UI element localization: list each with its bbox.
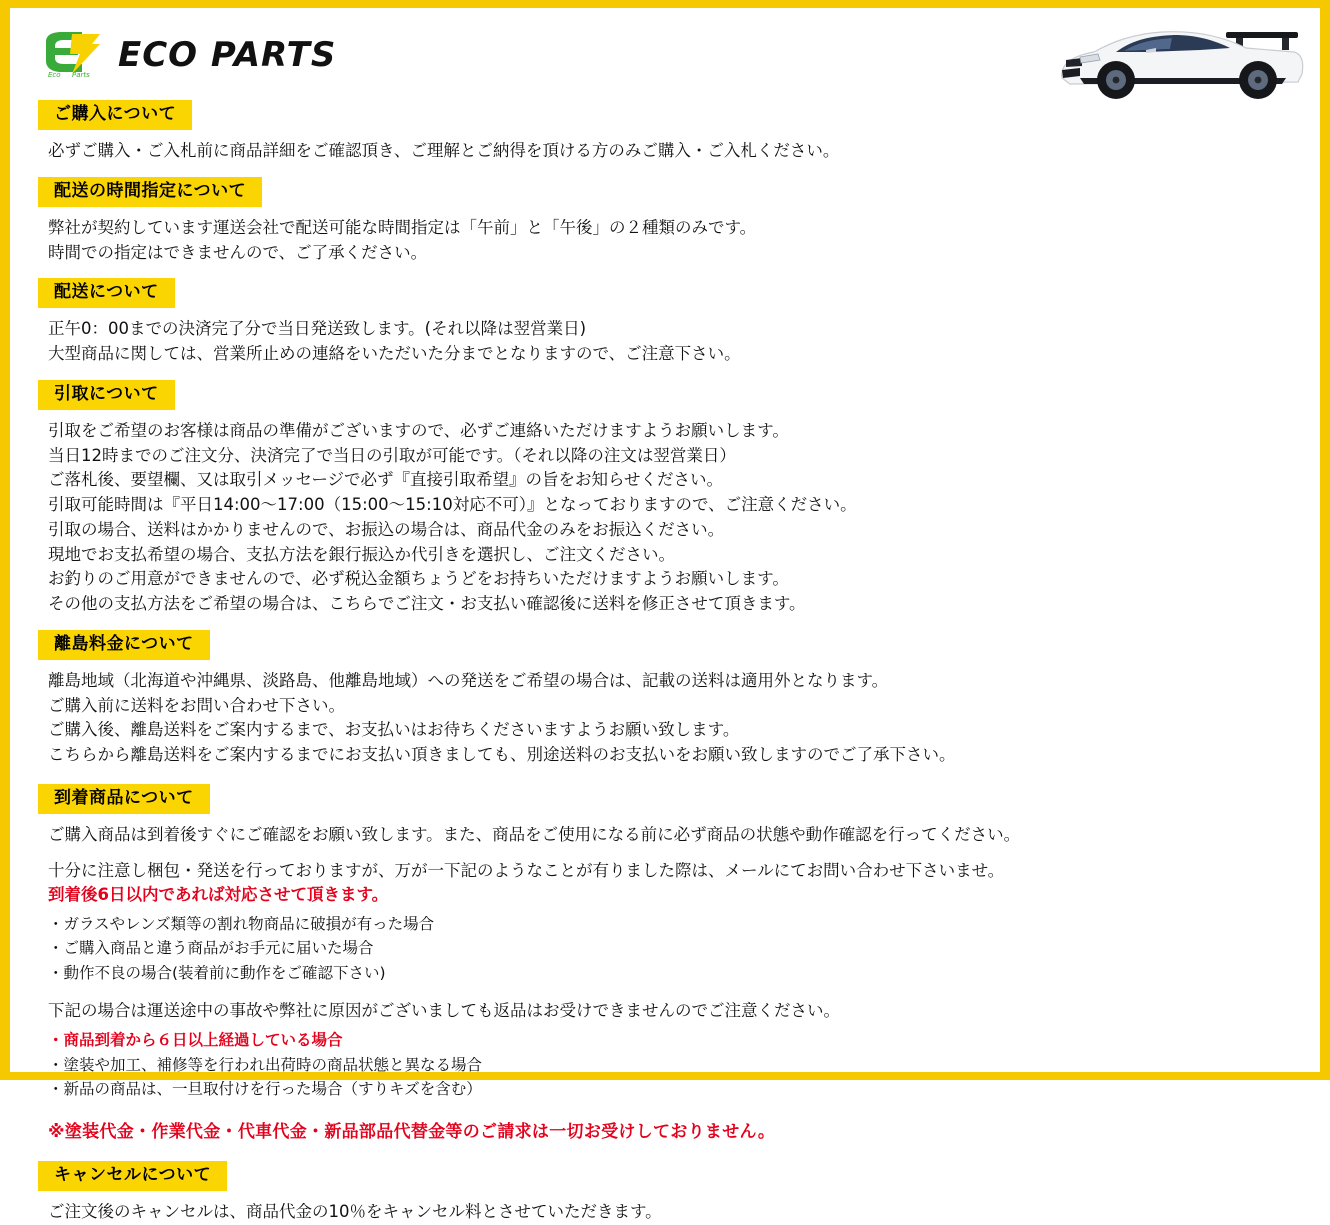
- body-line: ご注文後のキャンセルは、商品代金の10％をキャンセル料とさせていただきます。: [48, 1202, 662, 1222]
- body-line: 引取の場合、送料はかかりませんので、お振込の場合は、商品代金のみをお振込ください。: [48, 519, 725, 539]
- body-line: 引取可能時間は『平日14:00〜17:00（15:00〜15:10対応不可）』となっておりますので、ご注意ください。: [48, 495, 857, 514]
- sports-car-illustration: [1050, 12, 1310, 104]
- section-heading: 配送の時間指定について: [38, 177, 262, 207]
- body-line: 正午0：00までの決済完了分で当日発送致します。(それ以降は翌営業日): [48, 319, 587, 339]
- section-cancel: [10, 1161, 1320, 1225]
- defect-bullets: [48, 912, 1320, 985]
- section-heading: キャンセルについて: [38, 1161, 227, 1191]
- section-purchase: [10, 100, 1320, 164]
- body-line: こちらから離島送料をご案内するまでにお支払い頂きましても、別途送料のお支払いをお願い致しますのでご了承下さい。: [48, 745, 956, 764]
- no-claims-notice: ※塗装代金・作業代金・代車代金・新品部品代替金等のご請求は一切お受けしておりません。: [48, 1121, 776, 1142]
- section-heading: 配送について: [38, 278, 175, 308]
- body-line: お釣りのご用意ができませんので、必ず税込金額ちょうどをお持ちいただけますようお願いします。: [48, 569, 789, 589]
- body-line: 現地でお支払希望の場合、支払方法を銀行振込か代引きを選択し、ご注文ください。: [48, 544, 675, 564]
- section-body: [48, 1200, 1320, 1225]
- section-heading: 引取について: [38, 380, 175, 410]
- body-line: 必ずご購入・ご入札前に商品詳細をご確認頂き、ご理解とご納得を頂ける方のみご購入・ご入札ください。: [48, 141, 840, 160]
- brand-logo: [42, 30, 336, 80]
- brand-name: ECO PARTS: [118, 35, 337, 75]
- section-body: [48, 139, 1320, 164]
- body-line: 当日12時までのご注文分、決済完了で当日の引取が可能です。（それ以降の注文は翌営業日）: [48, 445, 736, 465]
- list-item: ・商品到着から６日以上経過している場合: [48, 1031, 343, 1050]
- section-body: [48, 419, 1320, 617]
- list-item: ・塗装や加工、補修等を行われ出荷時の商品状態と異なる場合: [48, 1055, 483, 1074]
- body-line: ご落札後、要望欄、又は取引メッセージで必ず『直接引取希望』の旨をお知らせください。: [48, 470, 724, 490]
- section-delivery-time: [10, 177, 1320, 266]
- body-line: ご購入前に送料をお問い合わせ下さい。: [48, 695, 345, 715]
- section-body: [48, 216, 1320, 266]
- list-item: ・ガラスやレンズ類等の割れ物商品に破損が有った場合: [48, 915, 435, 933]
- body-line: 離島地域（北海道や沖縄県、淡路島、他離島地域）への発送をご希望の場合は、記載の送料は適用外となります。: [48, 670, 889, 690]
- section-heading: 離島料金について: [38, 630, 210, 660]
- body-line: ご購入後、離島送料をご案内するまで、お支払いはお待ちくださいますようお願い致します。: [48, 720, 740, 740]
- body-line: ご購入商品は到着後すぐにご確認をお願い致します。また、商品をご使用になる前に必ず商品の状態や動作確認を行ってください。: [48, 824, 1021, 844]
- no-return-bullets: [48, 1028, 1320, 1101]
- section-body: [48, 669, 1320, 768]
- page-header: [10, 8, 1320, 100]
- body-line: その他の支払方法をご希望の場合は、こちらでご注文・お支払い確認後に送料を修正させて頂きます。: [48, 594, 806, 613]
- section-heading: 到着商品について: [38, 784, 210, 814]
- list-item: ・ご購入商品と違う商品がお手元に届いた場合: [48, 939, 374, 958]
- body-line: 大型商品に関しては、営業所止めの連絡をいただいた分までとなりますので、ご注意下さい。: [48, 344, 741, 363]
- list-item: ・動作不良の場合(装着前に動作をご確認下さい): [48, 963, 386, 982]
- return-window-notice: 到着後6日以内であれば対応させて頂きます。: [48, 885, 389, 905]
- eco-parts-logo-icon: [42, 30, 104, 80]
- section-body: [48, 823, 1320, 1145]
- section-remote-island-fee: [10, 630, 1320, 768]
- body-line: 引取をご希望のお客様は商品の準備がございますので、必ずご連絡いただけますようお願いします。: [48, 420, 789, 440]
- svg-text:Eco: Eco: [48, 71, 61, 79]
- section-pickup: [10, 380, 1320, 617]
- body-line: 時間での指定はできませんので、ご了承ください。: [48, 242, 428, 262]
- section-arrived-goods: [10, 784, 1320, 1145]
- section-delivery: [10, 278, 1320, 367]
- list-item: ・新品の商品は、一旦取付けを行った場合（すりキズを含む）: [48, 1080, 482, 1099]
- svg-text:Parts: Parts: [72, 71, 90, 79]
- body-line: 下記の場合は運送途中の事故や弊社に原因がございましても返品はお受けできませんのでご注意ください。: [48, 1001, 840, 1021]
- body-line: 弊社が契約しています運送会社で配送可能な時間指定は「午前」と「午後」の２種類のみです。: [48, 217, 757, 237]
- body-line: 十分に注意し梱包・発送を行っておりますが、万が一下記のようなことが有りました際は、メールにてお問い合わせ下さいませ。: [48, 860, 1005, 880]
- section-body: [48, 317, 1320, 367]
- section-heading: ご購入について: [38, 100, 192, 130]
